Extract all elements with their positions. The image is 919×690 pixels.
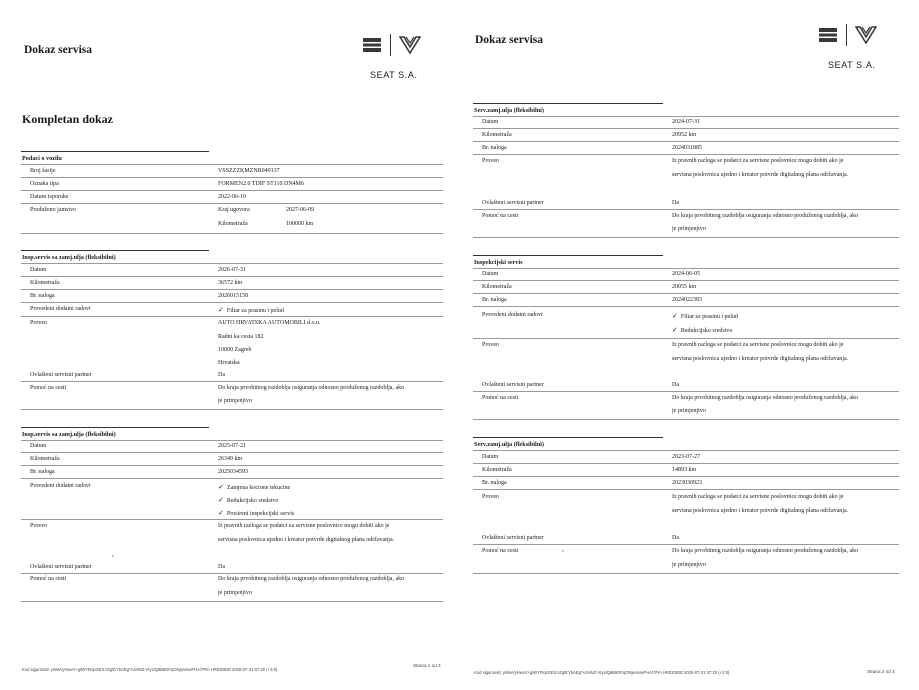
check-icon: ✓: [218, 483, 224, 491]
divider: [21, 440, 443, 441]
check-icon: ✓: [672, 312, 678, 320]
service-section-heading: Inspekcijski servis: [474, 259, 523, 266]
divider: [21, 573, 443, 574]
divider: [21, 601, 443, 602]
check-icon: ✓: [218, 509, 224, 517]
page-title: Dokaz servisa: [475, 34, 544, 46]
divider: [473, 116, 899, 117]
page-title: Dokaz servisa: [24, 44, 93, 56]
check-icon: ✓: [218, 306, 224, 314]
divider: [473, 306, 899, 307]
document-subtitle: Kompletan dokaz: [22, 112, 114, 126]
document-page-2: Dokaz servisa SEAT S.A. Serv.zamj.ulja (fleksibilni) Datum 2024-07-31 Kilometraža 20952 km Br. naloga 2024031885 Proveo Iz pravnih razloga se podatci za servisne poslovnice mogu dobiti ako je servisna poslovnica ujedno i kreator potvrde digitalnog plana održavanja. Ovlašteni servisni partner Da Pomoć na cesti Do kraja prvobitnog razdoblja osiguranja odnosno produženog razdoblja, ako je primjenjivo Inspekcijski servis Datum 2024-06-05 Kilometraža 20055 km Br. naloga 2024022383 Provedeni dodatni radovi ✓ Filtar za prasinu i pelud ✓ Redukcijsko sredstvo Proveo Iz pravnih razloga se podatci za servisne poslovnice mogu dobiti ako je servisna poslovnica ujedno i kreator potvrde digitalnog plana održavanja. Ovlašteni servisni partner Da Pomoć na cesti Do kraja prvobitnog razdoblja osiguranja odnosno produženog razdoblja, ako je primjenjivo Serv.zamj.ulja (fleksibilni) Datum 2023-07-27 Kilometraža 14893 km Br. naloga 2023030923 Proveo Iz pravnih razloga se podatci za servisne poslovnice mogu dobiti ako je servisna poslovnica ujedno i kreator potvrde digitalnog plana održavanja. Ovlašteni servisni partner Da Pomoć na cesti Do kraja prvobitnog razdoblja osiguranja odnosno produženog razdoblja, ako je primjenjivo Kod sigurnosti: yWwVyHwvV+gMrYRcpGEXAZg/EYbAEg*AJHNZ-VryUQ6kBOFqONjwVuwFHA/7Pm HR020530 2026-07-31 07:20 (+2:0) Strana 2 od 3: [462, 0, 919, 690]
check-icon: ✓: [218, 496, 224, 504]
divider: [21, 190, 443, 191]
divider: [21, 233, 443, 234]
divider: [21, 478, 443, 479]
page-number: Strana 2 od 3: [867, 669, 895, 674]
security-code-footer: Kod sigurnosti: yWwVyHwvV+gMrYRcpGEXAZg/EYbAEg*AJHNZ-VryUQ6kBOFqONjwVuwFHA/7Pm HR020530 2026-07-31 07:20 (+2:0): [474, 670, 730, 675]
divider: [21, 452, 443, 453]
divider: [473, 463, 899, 464]
logo-divider: [390, 34, 391, 56]
scan-speck: [112, 555, 114, 557]
brand-logos: [362, 34, 421, 56]
page-number: Strana 1 od 3: [413, 663, 441, 668]
company-name: SEAT S.A.: [370, 70, 418, 80]
divider: [21, 263, 443, 264]
service-section-heading: Insp.servis sa zamj.ulja (fleksibilni): [22, 254, 116, 261]
divider: [21, 519, 443, 520]
divider: [473, 419, 899, 420]
divider: [473, 209, 899, 210]
divider: [473, 544, 899, 545]
divider: [21, 302, 443, 303]
divider: [21, 316, 443, 317]
divider: [473, 280, 899, 281]
divider: [21, 409, 443, 410]
divider: [473, 489, 899, 490]
divider: [473, 154, 899, 155]
cupra-logo-icon: [399, 35, 421, 55]
security-code-footer: Kod sigurnosti: yWwVyHwvV+gMrYRcpGEXAZg/EYbAEg*AJHNZ-VryUQ6kBOFqONjwVuwFHA/7Pm HR020530 2026-07-31 07:20 (+2:0): [22, 667, 278, 672]
section-rule: [21, 250, 209, 251]
divider: [21, 177, 443, 178]
divider: [473, 338, 899, 339]
divider: [21, 203, 443, 204]
divider: [473, 391, 899, 392]
divider: [473, 128, 899, 129]
divider: [21, 164, 443, 165]
vehicle-section-heading: Podaci o vozilu: [22, 155, 62, 162]
divider: [473, 268, 899, 269]
divider: [473, 573, 899, 574]
company-name: SEAT S.A.: [828, 60, 876, 70]
section-rule: [473, 255, 663, 256]
service-section-heading: Serv.zamj.ulja (fleksibilni): [474, 107, 544, 114]
service-section-heading: Serv.zamj.ulja (fleksibilni): [474, 441, 544, 448]
divider: [473, 450, 899, 451]
scan-speck: [562, 550, 564, 552]
seat-s-logo-icon: [818, 26, 838, 44]
divider: [21, 289, 443, 290]
section-rule: [473, 437, 663, 438]
divider: [21, 465, 443, 466]
document-page-1: Dokaz servisa SEAT S.A. Kompletan dokaz Podaci o vozilu Broj šasije VSSZZZKMZNR040137 Oznaka tipa FORMEN2.0 TDIF ST110 DN4M6 Datum isporuke 2022-06-10 Produženo jamstvo Kraj ugovora 2027-06-09 Kilometraža 100000 km Insp.servis sa zamj.ulja (fleksibilni) Datum 2026-07-31 Kilometraža 36572 km Br. naloga 2026015158 Provedeni dodatni radovi ✓ Filtar za prasinu i pelud Proveo AUTO HRVATSKA AUTOMOBILI d.o.o. Radni ka cesta 182 10000 Zagreb Hrvatska Ovlašteni servisni partner Da Pomoć na cesti Do kraja prvobitnog razdoblja osiguranja odnosno produženog razdoblja, ako je primjenjivo Insp.servis sa zamj.ulja (fleksibilni) Datum 2025-07-21 Kilometraža 26349 km Br. naloga 2025034593 Provedeni dodatni radovi ✓ Zamjena kocione tekucine ✓ Redukcijsko sredstvo ✓ Prosireni inspekcijski servis Proveo Iz pravnih razloga se podatci za servisne poslovnice mogu dobiti ako je servisna poslovnica ujedno i kreator potvrde digitalnog plana održavanja. Ovlašteni servisni partner Da Pomoć na cesti Do kraja prvobitnog razdoblja osiguranja odnosno produženog razdoblja, ako je primjenjivo Kod sigurnosti: yWwVyHwvV+gMrYRcpGEXAZg/EYbAEg*AJHNZ-VryUQ6kBOFqONjwVuwFHA/7Pm HR020530 2026-07-31 07:20 (+2:0) Strana 1 od 3: [0, 0, 462, 690]
logo-divider: [846, 24, 847, 46]
section-rule: [21, 427, 209, 428]
seat-s-logo-icon: [362, 36, 382, 54]
brand-logos: [818, 24, 877, 46]
divider: [473, 237, 899, 238]
divider: [473, 141, 899, 142]
divider: [473, 476, 899, 477]
divider: [473, 293, 899, 294]
section-rule: [21, 151, 209, 152]
section-rule: [473, 103, 663, 104]
cupra-logo-icon: [855, 25, 877, 45]
service-section-heading: Insp.servis sa zamj.ulja (fleksibilni): [22, 431, 116, 438]
divider: [21, 276, 443, 277]
divider: [21, 381, 443, 382]
check-icon: ✓: [672, 326, 678, 334]
